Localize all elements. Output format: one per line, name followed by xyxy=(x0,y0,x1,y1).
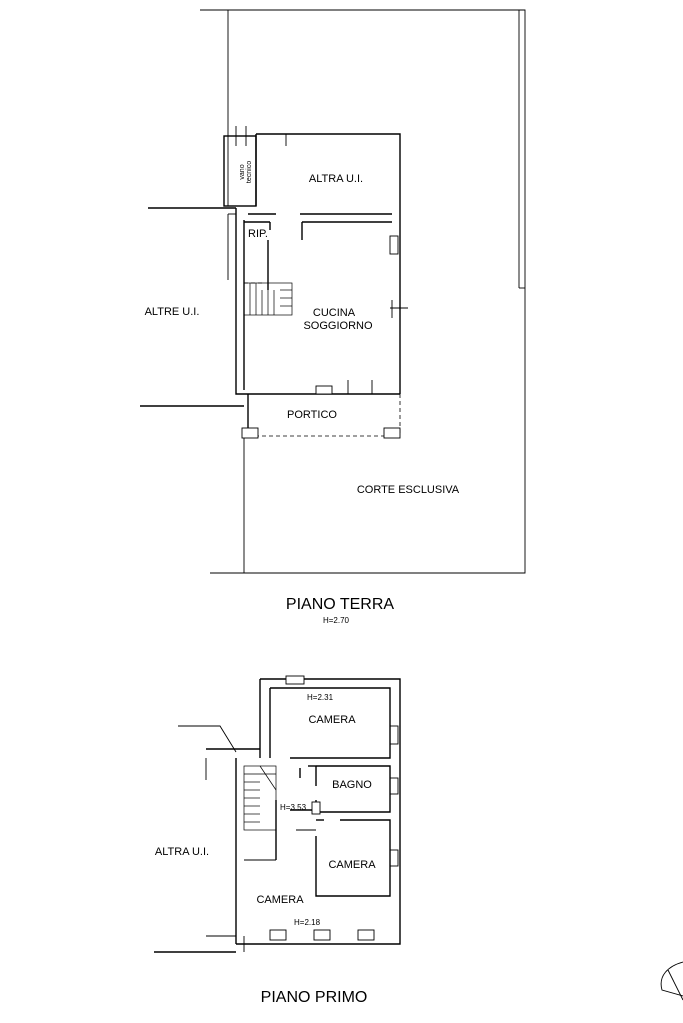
room-label-camera-top: CAMERA xyxy=(308,714,356,726)
room-label-bagno: BAGNO xyxy=(332,779,372,791)
ground-floor-title: PIANO TERRA xyxy=(285,596,395,613)
first-floor-title: PIANO PRIMO xyxy=(260,989,368,1006)
height-hall: H=3.53 xyxy=(280,803,307,812)
first-floor-plan xyxy=(154,676,400,1006)
ground-floor-height: H=2.70 xyxy=(322,616,350,625)
room-label-soggiorno: SOGGIORNO xyxy=(303,320,373,332)
room-label-camera-right: CAMERA xyxy=(328,859,376,871)
room-label-altre-ui: ALTRE U.I. xyxy=(144,306,200,318)
room-label-tecnico: tecnico xyxy=(246,160,253,184)
north-arrow-icon xyxy=(661,962,683,1000)
room-label-altra-ui: ALTRA U.I. xyxy=(308,173,364,185)
room-label-vano: vano xyxy=(239,164,246,180)
room-label-rip: RIP. xyxy=(248,228,268,240)
room-label-camera-bottom: CAMERA xyxy=(256,894,304,906)
height-camera-top: H=2.31 xyxy=(307,693,334,702)
height-camera-bottom: H=2.18 xyxy=(294,918,321,927)
room-label-corte: CORTE ESCLUSIVA xyxy=(356,484,460,496)
room-label-cucina: CUCINA xyxy=(312,307,356,319)
room-label-portico: PORTICO xyxy=(287,409,337,421)
ground-floor-plan xyxy=(140,10,525,625)
room-label-altra-ui-first: ALTRA U.I. xyxy=(154,846,210,858)
